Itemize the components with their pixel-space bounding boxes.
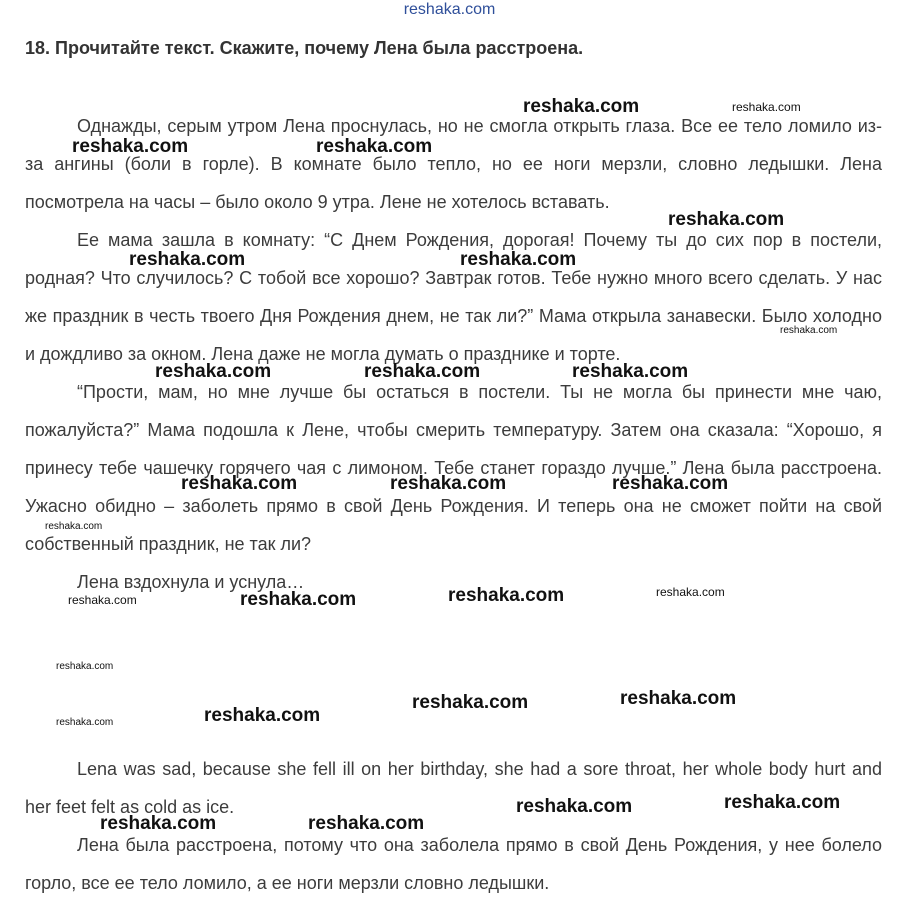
watermark: reshaka.com [412, 692, 529, 713]
answer-ru [25, 826, 882, 902]
watermark: reshaka.com [668, 209, 785, 230]
watermark: reshaka.com [724, 792, 841, 813]
answer-en-text: Lena was sad, because she fell ill on her birthday, she had a sore throat, her whole body hurt and her feet felt as cold as ice. [25, 759, 882, 817]
watermark: reshaka.com [523, 96, 640, 117]
watermark: reshaka.com [308, 813, 425, 834]
story-paragraph-1: Однажды, серым утром Лена проснулась, но не смогла открыть глаза. Все ее тело ломило из-за ангины (боли в горле). В комнате было тепло, но ее ноги мерзли, словно ледышки. Лена посмотрела на часы – было около 9 утра. Лене не хотелось вставать. [25, 116, 882, 212]
watermark: reshaka.com [516, 796, 633, 817]
story-paragraph-4: Лена вздохнула и уснула… [77, 572, 305, 592]
watermark: reshaka.com [72, 136, 189, 157]
watermark: reshaka.com [316, 136, 433, 157]
watermark: reshaka.com [460, 249, 577, 270]
story-paragraph-2: Ее мама зашла в комнату: “С Днем Рождения, дорогая! Почему ты до сих пор в постели, родная? Что случилось? С тобой все хорошо? Завтрак готов. Тебе нужно много всего сделать. У нас же праздник в честь твоего Дня Рождения днем, не так ли?” Мама открыла занавески. Было холодно и дождливо за окном. Лена даже не могла думать о празднике и торте. [25, 230, 882, 364]
watermark: reshaka.com [448, 585, 565, 606]
watermark: reshaka.com [656, 585, 725, 599]
watermark: reshaka.com [390, 473, 507, 494]
story-text [25, 107, 882, 601]
story-paragraph-3: “Прости, мам, но мне лучше бы остаться в постели. Ты не могла бы принести мне чаю, пожалуйста?” Мама подошла к Лене, чтобы смерить температуру. Затем она сказала: “Хорошо, я принесу тебе чашечку горячего чая с лимоном. Тебе станет гораздо лучше.” Лена была расстроена. Ужасно обидно – заболеть прямо в свой День Рождения. И теперь она не сможет пойти на свой собственный праздник, не так ли? [25, 382, 882, 554]
watermark: reshaka.com [620, 688, 737, 709]
watermark: reshaka.com [45, 521, 103, 532]
answer-ru-text: Лена была расстроена, потому что она заболела прямо в свой День Рождения, у нее болело горло, все ее тело ломило, а ее ноги мерзли словно ледышки. [25, 835, 882, 893]
watermark: reshaka.com [364, 361, 481, 382]
site-watermark: reshaka.com [403, 1, 496, 18]
watermark: reshaka.com [780, 325, 838, 336]
watermark: reshaka.com [240, 589, 357, 610]
watermark: reshaka.com [68, 593, 137, 607]
watermark: reshaka.com [56, 717, 114, 728]
exercise-heading: 18. Прочитайте текст. Скажите, почему Лена была расстроена. [25, 38, 584, 58]
watermark: reshaka.com [155, 361, 272, 382]
watermark: reshaka.com [56, 661, 114, 672]
watermark: reshaka.com [181, 473, 298, 494]
watermark: reshaka.com [612, 473, 729, 494]
watermark: reshaka.com [204, 705, 321, 726]
watermark: reshaka.com [100, 813, 217, 834]
watermark: reshaka.com [732, 100, 801, 114]
watermark: reshaka.com [572, 361, 689, 382]
watermark: reshaka.com [129, 249, 246, 270]
